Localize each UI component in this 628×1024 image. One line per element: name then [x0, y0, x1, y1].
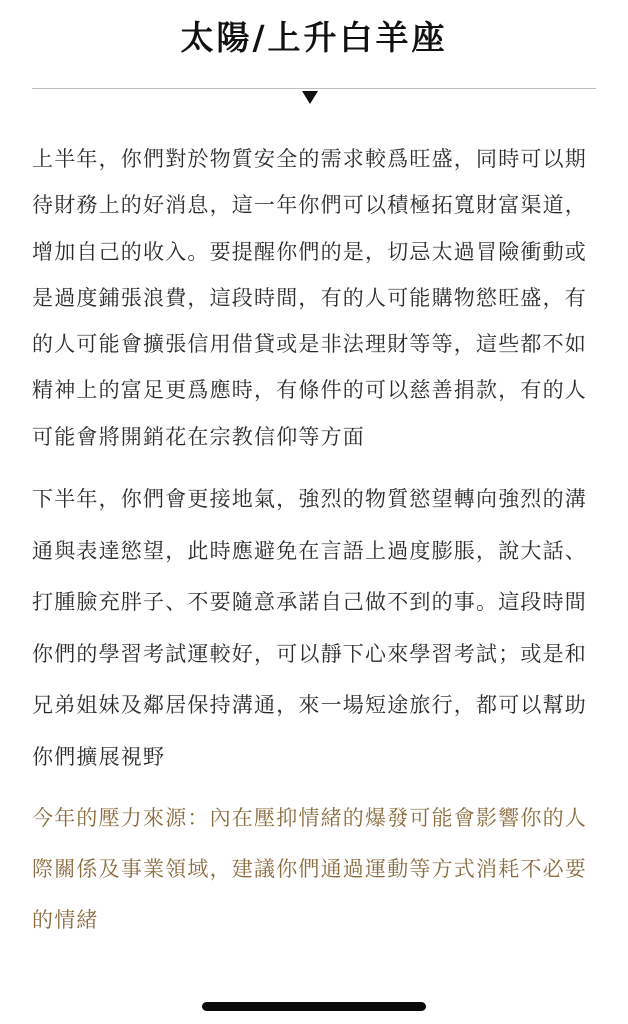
divider	[32, 88, 596, 89]
page-title: 太陽/上升白羊座	[180, 18, 448, 57]
triangle-down-icon[interactable]	[302, 91, 318, 104]
header	[0, 0, 628, 112]
second-half-paragraph: 下半年，你們會更接地氣，強烈的物質慾望轉向強烈的溝通與表達慾望，此時應避免在言語上過度膨脹，說大話、打腫臉充胖子、不要隨意承諾自己做不到的事。這段時間你們的學習考試運較好，可以靜下心來學習考試；或是和兄弟姐妹及鄰居保持溝通，來一場短途旅行，都可以幫助你們擴展視野	[32, 487, 587, 769]
stress-source-paragraph: 今年的壓力來源：內在壓抑情緒的爆發可能會影響你的人際關係及事業領域，建議你們通過運動等方式消耗不必要的情緒	[32, 806, 587, 933]
horoscope-content	[32, 136, 598, 946]
first-half-paragraph: 上半年，你們對於物質安全的需求較爲旺盛，同時可以期待財務上的好消息，這一年你們可以積極拓寬財富渠道，增加自己的收入。要提醒你們的是，切忌太過冒險衝動或是過度鋪張浪費，這段時間，有的人可能購物慾旺盛，有的人可能會擴張信用借貸或是非法理財等等，這些都不如精神上的富足更爲應時，有條件的可以慈善捐款，有的人可能會將開銷花在宗教信仰等方面	[32, 147, 587, 449]
home-indicator[interactable]	[202, 1002, 426, 1011]
